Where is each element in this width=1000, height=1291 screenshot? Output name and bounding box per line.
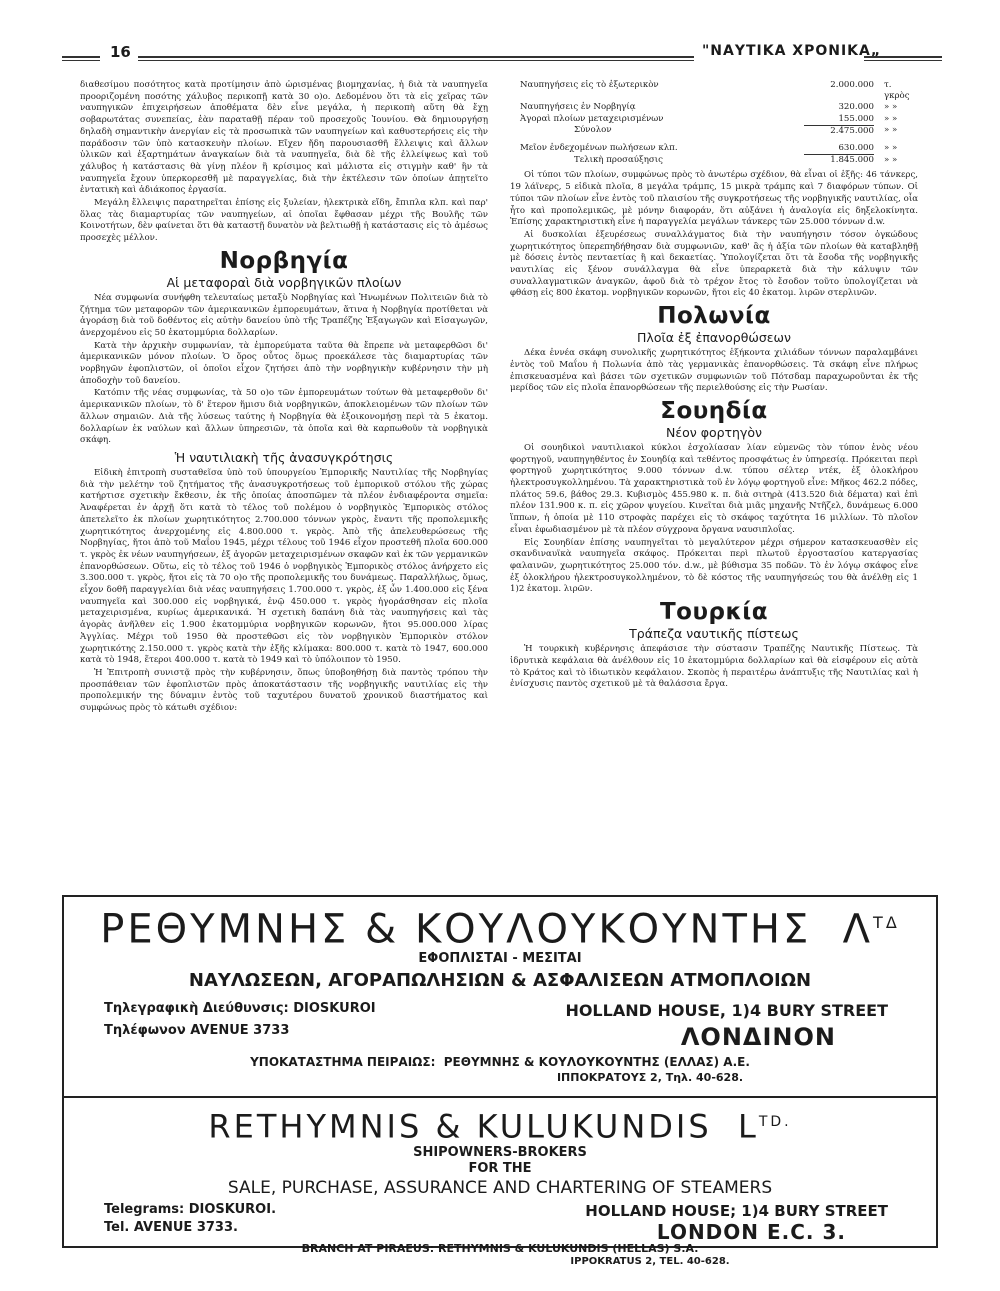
ad-name-text: RETHYMNIS & KULUKUNDIS: [208, 1107, 712, 1146]
ad-telegrams: Telegrams: DIOSKUROI.: [104, 1201, 277, 1217]
ad-line: SALE, PURCHASE, ASSURANCE AND CHARTERING OF STEAMERS: [227, 1177, 773, 1198]
ad-branch-label: ΥΠΟΚΑΤΑΣΤΗΜΑ ΠΕΙΡΑΙΩΣ:: [250, 1055, 436, 1070]
ad-telegraph: Τηλεγραφικὴ Διεύθυνσις: DIOSKUROI: [104, 1001, 376, 1017]
fleet-plan-table: [510, 80, 910, 166]
ad-name-text: ΡΕΘΥΜΝΗΣ & ΚΟΥΛΟΥΚΟΥΝΤΗΣ: [100, 906, 812, 953]
ad-address: HOLLAND HOUSE, 1)4 BURY STREET: [565, 1001, 888, 1021]
section-subtitle: Πλοῖα ἐξ ἐπανορθώσεων: [637, 330, 791, 346]
ad-tel: Tel. AVENUE 3733.: [104, 1219, 238, 1235]
row-label: Τελικὴ προσαύξησις: [574, 154, 663, 165]
row-unit: » »: [884, 143, 898, 154]
advertisement-greek: [62, 895, 938, 1098]
ad-branch-name: ΡΕΘΥΜΝΗΣ & ΚΟΥΛΟΥΚΟΥΝΤΗΣ (ΕΛΛΑΣ) Α.Ε.: [443, 1055, 750, 1070]
section-title-poland: Πολωνία: [657, 303, 771, 330]
paragraph: Κατόπιν τῆς νέας συμφωνίας, τὰ 50 ο)ο τῶν ἐμπορευμάτων τούτων θὰ μεταφερθοῦν δι' ἀμερικανικῶν πλοίων, τὸ δ' ἕτερον ἥμισυ διὰ νορβηγικῶν, ἀποκλειομένων τῶν πλοίων τῶν ἄλλων σημαιῶν. Διὰ τῆς λύσεως ταύτης ἡ Νορβηγία θὰ ἐξοικονομήσῃ περὶ τὰ 5 ἑκατομ. δολλαρίων ἐκ ναύλων καὶ ἄλλων ὑπηρεσιῶν, τὰ ὁποῖα καὶ θὰ καρπωθοῦν τὰ νορβηγικὰ σκάφη.: [80, 388, 488, 446]
section-subtitle: Αἱ μεταφοραὶ διὰ νορβηγικῶν πλοίων: [166, 274, 402, 290]
advertisement-english: [62, 1098, 938, 1267]
row-label: Ἀγοραὶ πλοίων μεταχειρισμένων: [520, 113, 664, 124]
ad-line: FOR THE: [468, 1160, 532, 1176]
row-label: Ναυπηγήσεις ἐν Νορβηγίᾳ: [520, 102, 636, 113]
row-unit: » »: [884, 125, 898, 136]
page-header: [62, 40, 942, 72]
table-row: [510, 102, 910, 113]
row-unit: » »: [884, 113, 898, 124]
row-label: Ναυπηγήσεις εἰς τὸ ἐξωτερικὸν: [520, 80, 659, 90]
paragraph: Εἰς Σουηδίαν ἐπίσης ναυπηγεῖται τὸ μεγαλύτερον μέχρι σήμερον κατασκευασθὲν εἰς σκανδιναυϊκὰ ναυπηγεῖα σκάφος. Πρόκειται περὶ πλωτοῦ ἐργοστασίου κατεργασίας φαλαινῶν, χωρητικότητος 25.000 τόν. d.w., μὲ βύθισμα 35 ποδῶν. Τὸ ἐν λόγῳ σκάφος εἶνε ἐξ ὁλοκλήρου ἠλεκτροσυγκολλημένον, τὸ δὲ κόστος τῆς ναυπηγήσεώς του θὰ ἀνέλθῃ εἰς 1 1)2 ἑκατομ. λιρῶν.: [510, 537, 918, 595]
paragraph: Ἡ τουρκικὴ κυβέρνησις ἀπεφάσισε τὴν σύστασιν Τραπέζης Ναυτικῆς Πίστεως. Τὰ ἰδρυτικὰ κεφάλαια θὰ ἀνέλθουν εἰς 10 ἑκατομμύρια δολλαρίων καὶ θὰ εἰσφέρουν εἰς αὐτὰ τὸ Κράτος καὶ τὸ ἰδιωτικὸν κεφάλαιον. Σκοπὸς ἡ περαιτέρω ἀνάπτυξις τῆς Ναυτιλίας καὶ ἡ ἐνίσχυσις παντὸς σχετικοῦ μὲ τὰ θαλάσσια ἔργα.: [510, 644, 918, 690]
ad-city: ΛΟΝΔΙΝΟΝ: [680, 1023, 836, 1052]
row-unit: » »: [884, 102, 898, 113]
masthead: "ΝΑΥΤΙΚΑ ΧΡΟΝΙΚΑ„: [702, 43, 882, 59]
paragraph: Δέκα ἐννέα σκάφη συνολικῆς χωρητικότητος ἑξήκοντα χιλιάδων τόννων παραλαμβάνει ἐντὸς τοῦ Μαΐου ἡ Πολωνία ἀπὸ τὰς γερμανικὰς ἐπανορθώσεις. Τὰ σκάφη εἶνε πλήρως ἐπισκευασμένα καὶ βάσει τῶν σχετικῶν συμφωνιῶν τοῦ Πότσδαμ παραχωροῦνται ἐκ τῆς μερίδος τῶν εἰς πλοῖα ἐπανορθώσεων τῆς περιελθούσης εἰς τὴν Ρωσίαν.: [510, 348, 918, 394]
paragraph: διαθεσίμου ποσότητος κατὰ προτίμησιν ἀπὸ ὡρισμένας βιομηχανίας, ἡ διὰ τὰ ναυπηγεῖα προοριζομένη ποσότης χάλυβος περικοπῇ κατὰ 30 ο)ο. Δεδομένου ὅτι τὰ εἰς χεῖρας τῶν ναυπηγικῶν ἐπιχειρήσεων ἀποθέματα δὲν εἶνε μεγάλα, ἡ περικοπὴ αὕτη θὰ ἔχῃ σοβαρωτάτας συνεπείας, ἐὰν παραταθῇ πέραν τοῦ προσεχοῦς Ἰουνίου. Θὰ δημιουργήσῃ δηλαδὴ σημαντικὴν ἀνεργίαν εἰς τὰ προσωπικὰ τῶν ναυπηγείων καὶ καθυστερήσεις εἰς τὴν παράδοσιν τῶν ὑπὸ κατασκευὴν πλοίων. Εἴχεν ἤδη παρουσιασθῆ ἔλλειψις καὶ ἄλλων ὑλικῶν καὶ ἐξαρτημάτων ἀναγκαίων διὰ τὰ ναυπηγεῖα, διὰ δὲ τῆς ἐλλείψεως καὶ τοῦ χάλυβος ἡ κατάστασις θὰ γίνῃ πλέον ἢ κρίσιμος καὶ μάλιστα εἰς στιγμὴν καθ' ἣν τὰ ναυπηγεῖα ἔχουν ὑπερκορεσθῆ μὲ παραγγελίας, διὰ τὴν ἐκτέλεσιν τῶν ὁποίων ἀπῃτεῖτο ἐντατικὴ καὶ ἀδιάκοπος ἐργασία.: [80, 80, 488, 196]
ad-ltd-sup: TD.: [758, 1114, 792, 1130]
ad-line: ΝΑΥΛΩΣΕΩΝ, ΑΓΟΡΑΠΩΛΗΣΙΩΝ & ΑΣΦΑΛΙΣΕΩΝ ΑΤΜΟΠΛΟΙΩΝ: [188, 970, 812, 992]
right-column: [510, 80, 918, 692]
ad-city: LONDON E.C. 3.: [656, 1219, 846, 1244]
section-title-sweden: Σουηδία: [660, 397, 768, 424]
section-subtitle: Νέον φορτηγὸν: [665, 424, 762, 440]
table-row: [510, 155, 910, 167]
row-value: 155.000: [804, 114, 874, 126]
ad-contact-row: [64, 1001, 936, 1023]
header-rule-right: [864, 56, 942, 61]
paragraph: Κατὰ τὴν ἀρχικὴν συμφωνίαν, τὰ ἐμπορεύματα ταῦτα θὰ ἔπρεπε νὰ μεταφερθῶσι δι' ἀμερικανικῶν μόνον πλοίων. Ὁ ὅρος οὗτος ὅμως προεκάλεσε τὰς διαμαρτυρίας τῶν νορβηγῶν ἐφοπλιστῶν, οἱ ὁποῖοι εἶχον ζητήσει ἀπὸ τὴν νορβηγικὴν κυβέρνησιν τὴν μὴ ἀποδοχὴν τοῦ δανείου.: [80, 340, 488, 386]
table-row: [510, 114, 910, 126]
paragraph: Αἱ δυσκολίαι ἐξευρέσεως συναλλάγματος διὰ τὴν ναυπήγησιν τόσον ὀγκώδους χωρητικότητος ὑπερεπηδήθησαν διὰ συμφωνιῶν, καθ' ἃς ἡ ἀξία τῶν πλοίων θὰ καταβληθῇ μὲ δόσεις ἐντὸς πενταετίας ἢ καὶ δεκαετίας. Ὑπολογίζεται ὅτι τὰ ἔσοδα τῆς νορβηγικῆς ναυτιλίας εἰς ξένον συνάλλαγμα θὰ εἶνε ὑπεραρκετὰ διὰ τὴν κάλυψιν τῶν συναλλαγματικῶν ἀναγκῶν, ἀφοῦ διὰ τὸ τρέχον ἔτος τὸ ἔσοδον τοῦτο ὑπολογίζεται νὰ φθάσῃ εἰς 800 ἑκατομ. νορβηγικῶν κορωνῶν, ἤτοι εἰς 40 ἑκατομ. λιρῶν στερλινῶν.: [510, 229, 918, 299]
section-title-turkey: Τουρκία: [659, 599, 769, 626]
ad-ltd: Λ: [842, 906, 874, 953]
ad-contact-row: [64, 1023, 936, 1052]
ad-contact-row: [64, 1220, 936, 1242]
row-unit: » »: [884, 154, 898, 165]
section-title-norway: Νορβηγία: [219, 247, 349, 274]
left-column: [80, 80, 488, 716]
ad-company-name: [64, 1104, 936, 1145]
row-value: 320.000: [838, 102, 874, 113]
ad-branch-address: IPPOKRATUS 2, TEL. 40-628.: [570, 1255, 730, 1267]
row-label: Μεῖον ἐνδεχομένων πωλήσεων κλπ.: [520, 143, 678, 154]
row-unit: τ. γκρὸς: [884, 80, 910, 102]
row-value: 1.845.000: [830, 155, 874, 166]
header-rule-left: [62, 56, 100, 61]
ad-branch-address: ΙΠΠΟΚΡΑΤΟΥΣ 2, Τηλ. 40-628.: [556, 1071, 744, 1085]
paragraph: Νέα συμφωνία συνήφθη τελευταίως μεταξὺ Νορβηγίας καὶ Ἡνωμένων Πολιτειῶν διὰ τὸ ζήτημα τῶν μεταφορῶν τῶν ἀμερικανικῶν ἐμπορευμάτων, ἅτινα ἡ Νορβηγία προτίθεται νὰ ἀγοράσῃ διὰ τοῦ δοθέντος εἰς αὐτὴν δανείου ὑπὸ τῆς Τραπέζης Ἐξαγωγῶν καὶ Εἰσαγωγῶν, ἀνερχομένου εἰς 50 ἑκατομμύρια δολλαρίων.: [80, 292, 488, 338]
table-row: [510, 80, 910, 102]
ad-address: HOLLAND HOUSE; 1)4 BURY STREET: [585, 1201, 888, 1220]
header-rule-middle: [138, 56, 694, 61]
table-row: [510, 125, 910, 137]
ad-ltd: L: [738, 1107, 759, 1146]
paragraph: Μεγάλη ἔλλειψις παρατηρεῖται ἐπίσης εἰς ξυλείαν, ἠλεκτρικὰ εἴδη, ἔπιπλα κλπ. καὶ παρ' ὅλας τὰς διαμαρτυρίας τῶν ναυπηγείων, αἱ ὁποῖαι ἔφθασαν μέχρι τῆς Βουλῆς τῶν Κοινοτήτων, δὲν φαίνεται ὅτι θὰ καταστῇ δυνατὸν νὰ βελτιωθῇ ἡ κατάστασις εἰς τὸ ἀμέσως προσεχὲς μέλλον.: [80, 198, 488, 244]
row-label: Σύνολον: [574, 125, 612, 136]
ad-branch: BRANCH AT PIRAEUS: RETHYMNIS & KULUKUNDIS (HELLAS) S.A.: [301, 1241, 699, 1255]
row-value: 2.000.000: [830, 80, 874, 90]
paragraph: Οἱ σουηδικοὶ ναυτιλιακοὶ κύκλοι ἐσχολίασαν λίαν εὐμενῶς τὸν τύπον ἑνὸς νέου φορτηγοῦ, ναυπηγηθέντος ἐν Σουηδίᾳ καὶ τεθέντος προσφάτως ἐν ὑπηρεσίᾳ. Πρόκειται περὶ φορτηγοῦ χωρητικότητος 9.000 τόννων d.w. τύπου σέλτερ ντέκ, ἐξ ὁλοκλήρου ἠλεκτροσυγκολλημένου. Τὰ χαρακτηριστικὰ τοῦ ἐν λόγῳ φορτηγοῦ εἶνε: Μῆκος 462.2 πόδες, πλάτος 59.6, βάθος 29.3. Κυβισμὸς 455.980 κ. π. διὰ σιτηρὰ (413.520 διὰ δέματα) καὶ ἐπὶ πλέον 131.900 κ. π. εἰς χῶρον ψυγείου. Κινεῖται διὰ μιᾶς μηχανῆς Ντῆζελ, δυνάμεως 6.000 ἵππων, ἡ ὁποία μὲ 110 στροφὰς παρέχει εἰς τὸ σκάφος ταχύτητα 16 μιλλίων. Τὸ πλοῖον εἶναι ἐφωδιασμένον μὲ τὰ πλέον σύγχρονα ὄργανα ναυσιπλοΐας.: [510, 442, 918, 535]
section-subtitle: Ἡ ναυτιλιακὴ τῆς ἀνασυγκρότησις: [174, 449, 394, 465]
paragraph: Εἰδικὴ ἐπιτροπὴ συσταθεῖσα ὑπὸ τοῦ ὑπουργείου Ἐμπορικῆς Ναυτιλίας τῆς Νορβηγίας διὰ τὴν μελέτην τοῦ ζητήματος τῆς ἀνασυγκροτήσεως τοῦ ἐμπορικοῦ στόλου τῆς χώρας κατήρτισε σχετικὴν ἔκθεσιν, ἐκ τῆς ὁποίας ἀποσπῶμεν τὰ πλέον ἐνδιαφέροντα σημεῖα: Ἀναφέρεται ἐν ἀρχῇ ὅτι κατὰ τὸ τέλος τοῦ πολέμου ὁ νορβηγικὸς Ἐμπορικὸς στόλος ἀπετελεῖτο ἐκ πλοίων χωρητικότητος 2.700.000 τόννων γκρὸς, ἔναντι τῆς προπολεμικῆς χωρητικότητος ἀνερχομένης εἰς 4.800.000 τ. γκρὸς. Ἀπὸ τῆς ἀπελευθερώσεως τῆς Νορβηγίας, ἤτοι ἀπὸ τοῦ Μαΐου 1945, μέχρι τέλους τοῦ 1946 εἶχον προστεθῆ πλοῖα 600.000 τ. γκρὸς ἐκ νέων ναυπηγήσεων, ἐξ ἀγορῶν μεταχειρισμένων σκαφῶν καὶ ἐκ τῶν γερμανικῶν ἐπανορθώσεων. Οὕτω, εἰς τὸ τέλος τοῦ 1946 ὁ νορβηγικὸς Ἐμπορικὸς στόλος ἀνήρχετο εἰς 3.300.000 τ. γκρὸς, ἤτοι εἰς τὰ 70 ο)ο τῆς προπολεμικῆς του δυνάμεως. Παραλλήλως, ὅμως, εἶχον δοθῆ παραγγελίαι διὰ νέας ναυπηγήσεις 1.700.000 τ. γκρὸς, ἐξ ὧν 1.400.000 εἰς ξένα ναυπηγεῖα καὶ 300.000 εἰς νορβηγικά, ἐνῷ 450.000 τ. γκρὸς ἠγοράσθησαν εἰς πλοῖα μεταχειρισμένα, κυρίως ἀμερικανικά. Ἡ σχετικὴ δαπάνη διὰ τὰς ναυπηγήσεις καὶ τὰς ἀγορὰς ἀνῆλθεν εἰς 1.900 ἑκατομμύρια νορβηγικῶν κορωνῶν, ἤτοι 95.000.000 λίρας Ἀγγλίας. Μέχρι τοῦ 1950 θὰ προστεθῶσι εἰς τὸν νορβηγικὸν Ἐμπορικὸν στόλον χωρητικότης 2.150.000 τ. γκρὸς κατὰ τὴν ἑξῆς κλίμακα: 800.000 τ. κατὰ τὸ 1947, 600.000 κατὰ τὸ 1948, ἕτεροι 400.000 τ. κατὰ τὸ 1949 καὶ τὸ ὑπόλοιπον τὸ 1950.: [80, 467, 488, 666]
ad-line: ΕΦΟΠΛΙΣΤΑΙ - ΜΕΣΙΤΑΙ: [418, 951, 582, 967]
ad-company-name: [64, 901, 936, 951]
ad-branch: [64, 1053, 936, 1071]
ad-ltd-sup: ΤΔ: [873, 913, 900, 932]
page-number: 16: [110, 43, 131, 61]
section-subtitle: Τράπεζα ναυτικῆς πίστεως: [629, 626, 799, 642]
ad-contact-row: [64, 1202, 936, 1220]
row-value: 630.000: [804, 137, 874, 155]
table-row: [510, 137, 910, 155]
paragraph: Οἱ τύποι τῶν πλοίων, συμφώνως πρὸς τὸ ἀνωτέρω σχέδιον, θὰ εἶναι οἱ ἑξῆς: 46 τάνκερς, 19 λάϊνερς, 5 εἰδικὰ πλοῖα, 8 μεγάλα τράμπς, 15 μικρὰ τράμπς καὶ 7 διαφόρων τύπων. Οἱ τύποι τῶν πλοίων εἶνε ἐντὸς τοῦ πλαισίου τῆς συγκροτήσεως τῆς νορβηγικῆς ναυτιλίας, οἷα ἦτο καὶ προπολεμικῶς, μὲ μόνην διαφοράν, ὅτι αὐξάνει ἡ ἀναλογία εἰς δηξελοκίνητα. Ἐπίσης χαρακτηριστικὴ εἶνε ἡ παραγγελία μεγάλων τάνκερς τῶν 25.000 τόννων d.w.: [510, 170, 918, 228]
ad-line: SHIPOWNERS-BROKERS: [413, 1144, 587, 1160]
paragraph: Ἡ Ἐπιτροπὴ συνιστᾷ πρὸς τὴν κυβέρνησιν, ὅπως ὑποβοηθήσῃ διὰ παντὸς τρόπου τὴν προσπάθειαν τῶν ἐφοπλιστῶν πρὸς ἀποκατάστασιν τῆς νορβηγικῆς ναυτιλίας εἰς τὴν προπολεμικήν της δύναμιν ἐντὸς τοῦ ταχυτέρου δυνατοῦ χρονικοῦ διαστήματος καὶ συμφώνως πρὸς τὸ κάτωθι σχέδιον:: [80, 667, 488, 714]
row-value: 2.475.000: [830, 125, 874, 136]
ad-phone: Τηλέφωνον AVENUE 3733: [104, 1023, 290, 1039]
